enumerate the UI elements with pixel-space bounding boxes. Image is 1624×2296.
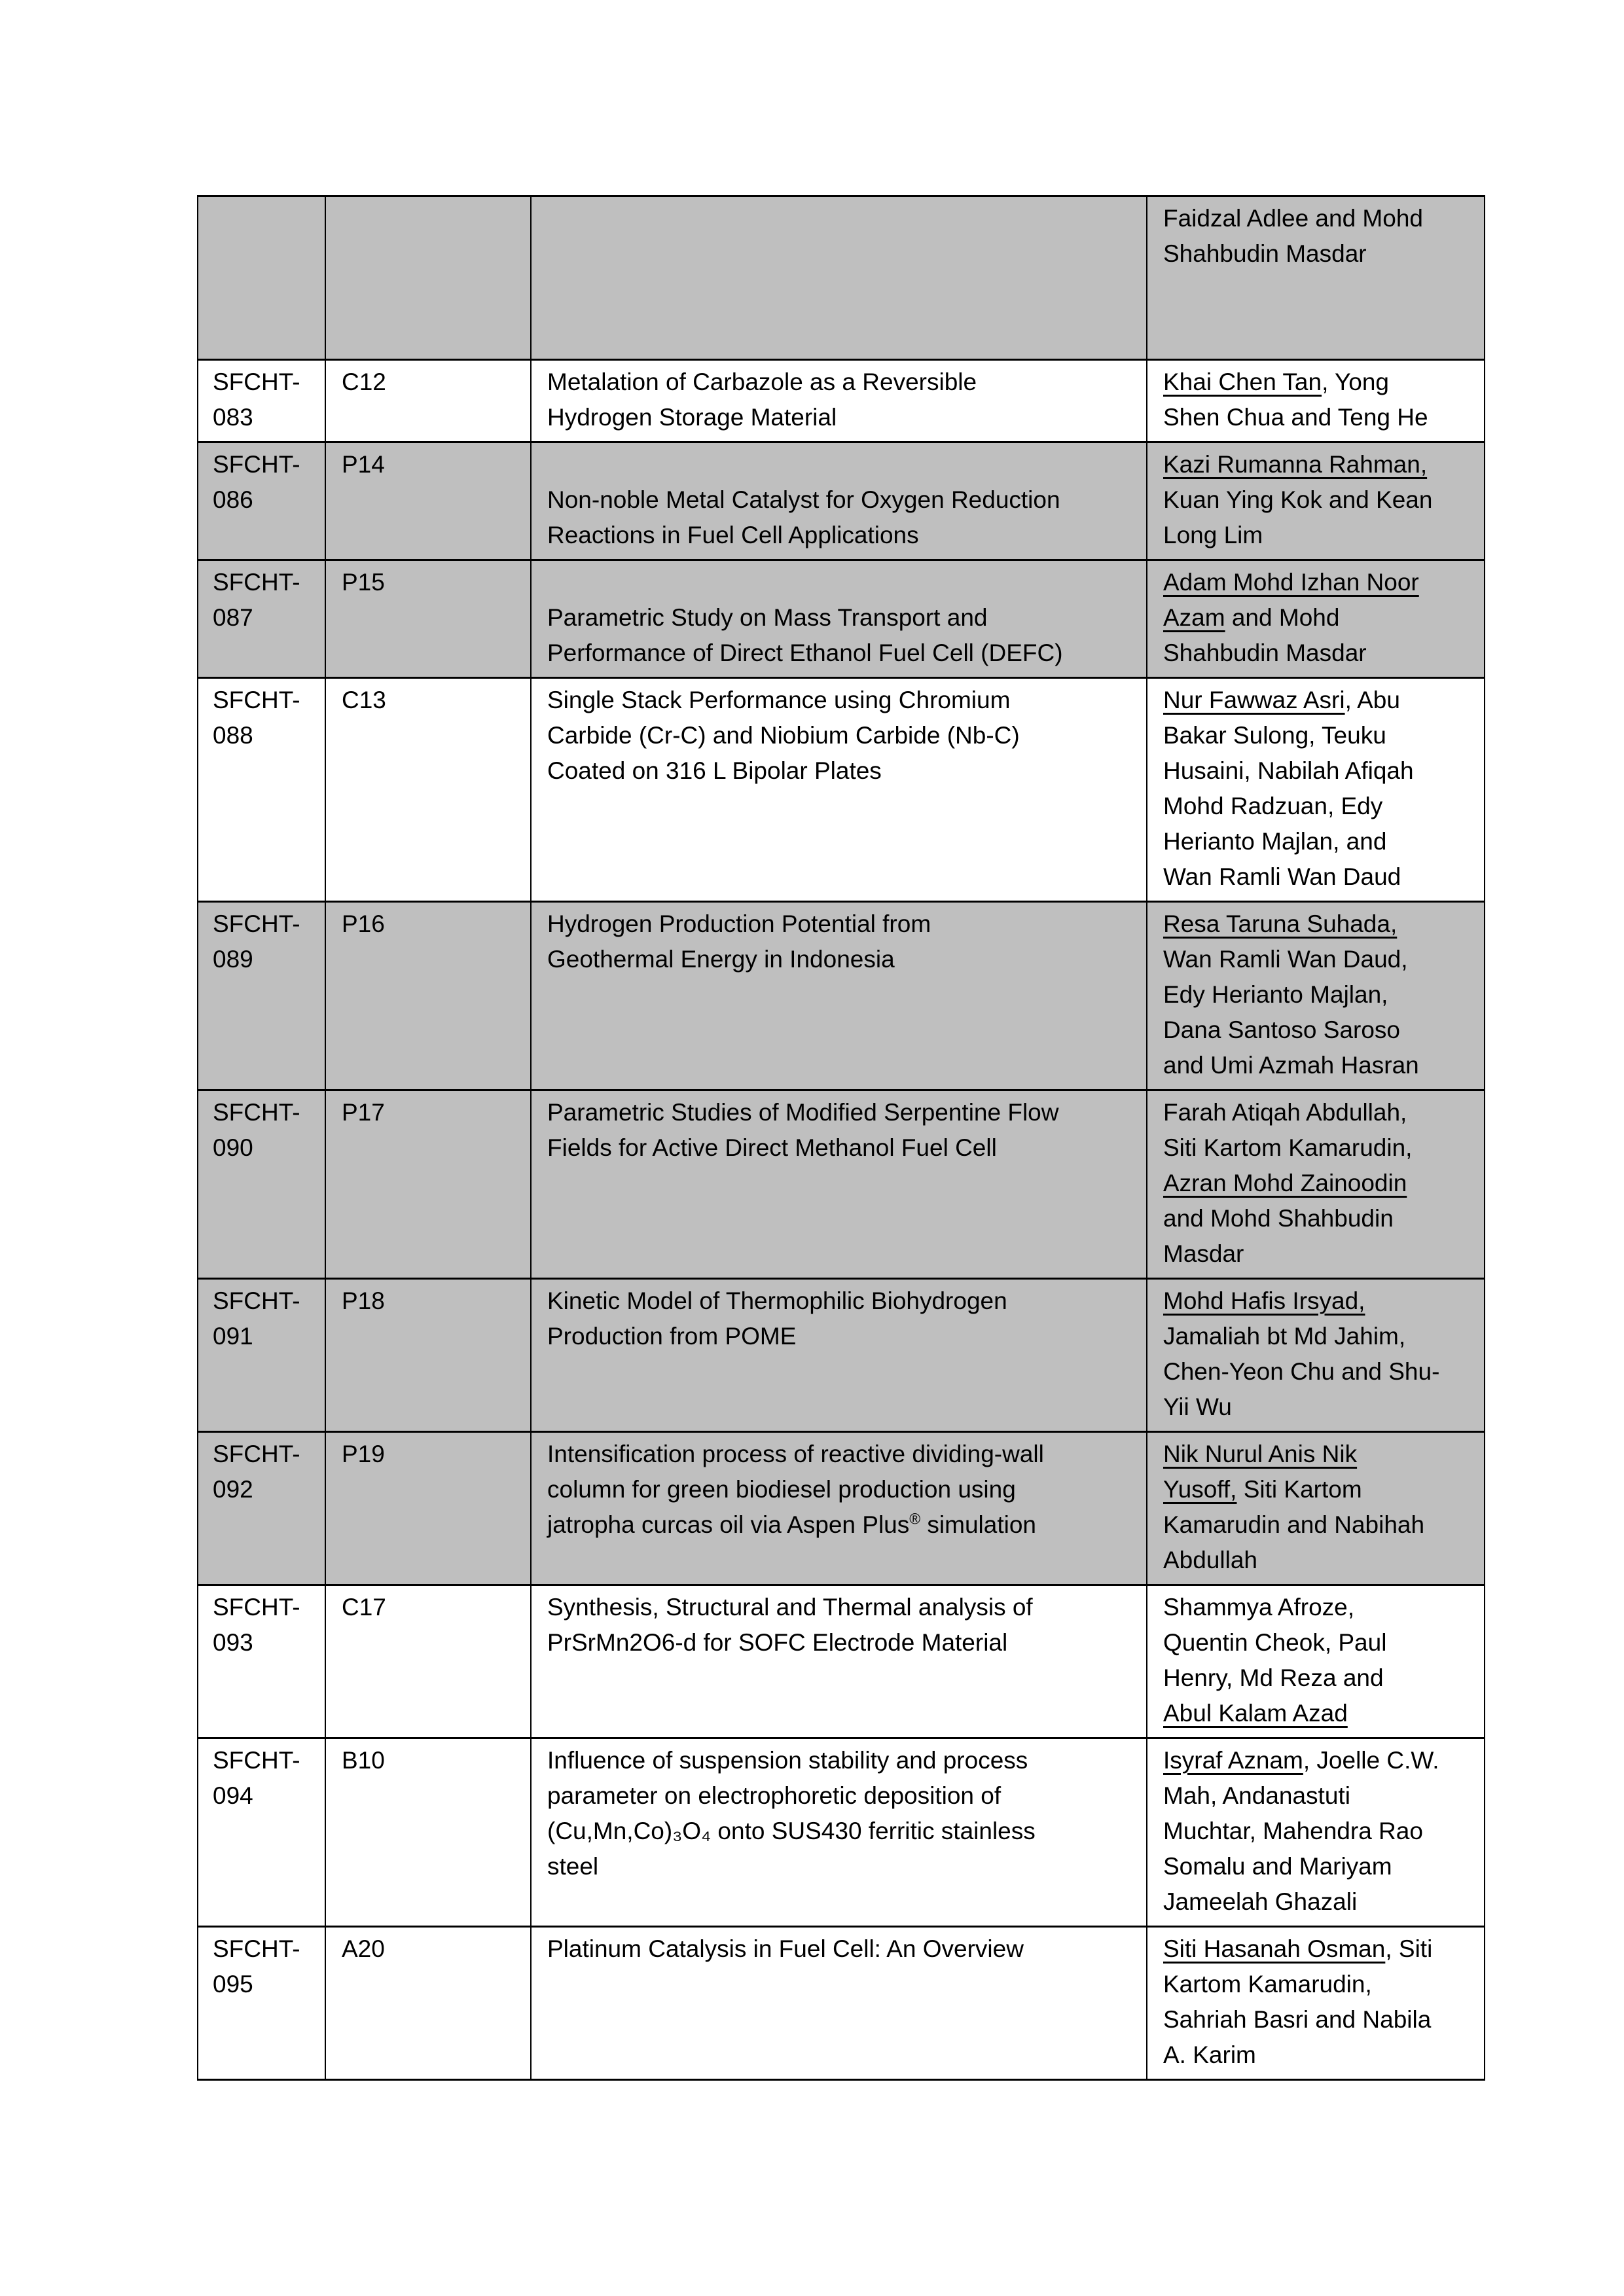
- authors-line: [1163, 482, 1477, 518]
- paper-title-line: column for green biodiesel production using: [547, 1476, 1016, 1503]
- authors-cell: [1147, 1585, 1485, 1738]
- paper-id-line: SFCHT-: [213, 1747, 300, 1774]
- author-text: Dana Santoso Saroso: [1163, 1016, 1401, 1043]
- session-code-cell: [325, 1279, 531, 1432]
- authors-cell: [1147, 1432, 1485, 1585]
- authors-line: [1163, 859, 1477, 895]
- paper-id-line: 091: [213, 1323, 253, 1350]
- table-row: [198, 360, 1485, 442]
- author-text: Farah Atiqah Abdullah,: [1163, 1099, 1407, 1126]
- paper-id-line: SFCHT-: [213, 1441, 300, 1467]
- presenter-name: Nik Nurul Anis Nik: [1163, 1441, 1358, 1467]
- authors-line: [1163, 365, 1477, 400]
- author-text: , Siti: [1385, 1935, 1433, 1962]
- authors-line: [1163, 1354, 1477, 1390]
- paper-title-line: Hydrogen Storage Material: [547, 404, 837, 431]
- session-code-cell: [325, 678, 531, 902]
- author-text: Henry, Md Reza and: [1163, 1664, 1384, 1691]
- paper-title-line: [547, 565, 1140, 600]
- author-text: Kuan Ying Kok and Kean: [1163, 486, 1433, 513]
- authors-line: [1163, 1130, 1477, 1166]
- paper-title-line: Kinetic Model of Thermophilic Biohydrogen: [547, 1287, 1007, 1314]
- author-text: Muchtar, Mahendra Rao: [1163, 1818, 1423, 1844]
- paper-title-line: Geothermal Energy in Indonesia: [547, 946, 895, 973]
- authors-line: [1163, 400, 1477, 435]
- session-code: C17: [342, 1594, 386, 1621]
- authors-cell: [1147, 360, 1485, 442]
- paper-title-cell: [531, 1585, 1147, 1738]
- paper-id-line: 086: [213, 486, 253, 513]
- author-text: Chen-Yeon Chu and Shu-: [1163, 1358, 1440, 1385]
- session-code: C12: [342, 368, 386, 395]
- author-text: Bakar Sulong, Teuku: [1163, 722, 1386, 749]
- session-code: B10: [342, 1747, 385, 1774]
- authors-line: [1163, 1967, 1477, 2002]
- table-row: [198, 1927, 1485, 2080]
- presenter-name: Azran Mohd Zainoodin: [1163, 1170, 1407, 1196]
- paper-id-line: 095: [213, 1971, 253, 1998]
- author-text: Somalu and Mariyam: [1163, 1853, 1392, 1880]
- authors-line: [1163, 1236, 1477, 1272]
- authors-cell: [1147, 678, 1485, 902]
- paper-title-cell: [531, 442, 1147, 560]
- author-text: Kamarudin and Nabihah: [1163, 1511, 1425, 1538]
- paper-id-cell: [198, 1927, 325, 2080]
- paper-title-line: steel: [547, 1853, 599, 1880]
- paper-id-cell: [198, 678, 325, 902]
- authors-line: [1163, 683, 1477, 718]
- authors-cell: [1147, 196, 1485, 360]
- presenter-name: Adam Mohd Izhan Noor: [1163, 569, 1419, 596]
- paper-id-cell: [198, 1279, 325, 1432]
- authors-cell: [1147, 1738, 1485, 1927]
- authors-cell: [1147, 1927, 1485, 2080]
- presenter-name: Kazi Rumanna Rahman,: [1163, 451, 1428, 478]
- presenter-name: Resa Taruna Suhada,: [1163, 910, 1398, 937]
- authors-line: [1163, 789, 1477, 824]
- author-text: Long Lim: [1163, 522, 1263, 548]
- paper-title-line: Parametric Studies of Modified Serpentine Flow: [547, 1099, 1059, 1126]
- table-row: [198, 1432, 1485, 1585]
- author-text: Mah, Andanastuti: [1163, 1782, 1350, 1809]
- paper-id-line: SFCHT-: [213, 569, 300, 596]
- paper-title-cell: [531, 1432, 1147, 1585]
- author-text: Masdar: [1163, 1240, 1244, 1267]
- authors-line: [1163, 1625, 1477, 1660]
- authors-line: [1163, 1849, 1477, 1884]
- authors-line: [1163, 1166, 1477, 1201]
- paper-title-cell: [531, 902, 1147, 1090]
- authors-line: [1163, 1660, 1477, 1696]
- paper-title-cell: [531, 678, 1147, 902]
- paper-title-line: Single Stack Performance using Chromium: [547, 687, 1011, 713]
- author-text: Herianto Majlan, and: [1163, 828, 1387, 855]
- session-code: P15: [342, 569, 385, 596]
- presenter-name: Yusoff,: [1163, 1476, 1237, 1503]
- author-text: , Yong: [1322, 368, 1389, 395]
- authors-line: [1163, 518, 1477, 553]
- authors-cell: [1147, 560, 1485, 678]
- paper-title-line: Synthesis, Structural and Thermal analysis of: [547, 1594, 1033, 1621]
- paper-title-cell: [531, 1927, 1147, 2080]
- authors-line: [1163, 753, 1477, 789]
- paper-id-line: SFCHT-: [213, 1935, 300, 1962]
- authors-line: [1163, 1437, 1477, 1472]
- authors-line: [1163, 1095, 1477, 1130]
- author-text: Husaini, Nabilah Afiqah: [1163, 757, 1414, 784]
- author-text: Siti Kartom: [1236, 1476, 1362, 1503]
- table-row: [198, 196, 1485, 360]
- paper-title-line: Metalation of Carbazole as a Reversible: [547, 368, 977, 395]
- table-row: [198, 1090, 1485, 1279]
- session-code: P18: [342, 1287, 385, 1314]
- author-text: Shammya Afroze,: [1163, 1594, 1355, 1621]
- session-code-cell: [325, 902, 531, 1090]
- paper-title-line: Intensification process of reactive dividing-wall: [547, 1441, 1044, 1467]
- authors-line: [1163, 1283, 1477, 1319]
- session-code: A20: [342, 1935, 385, 1962]
- presenter-name: Azam: [1163, 604, 1225, 631]
- author-text: Kartom Kamarudin,: [1163, 1971, 1372, 1998]
- authors-cell: [1147, 1090, 1485, 1279]
- session-code-cell: [325, 360, 531, 442]
- paper-id-cell: [198, 1090, 325, 1279]
- author-text: and Umi Azmah Hasran: [1163, 1052, 1419, 1079]
- authors-line: [1163, 977, 1477, 1013]
- author-text: Shahbudin Masdar: [1163, 240, 1367, 267]
- paper-title-cell: [531, 1738, 1147, 1927]
- author-text: and Mohd: [1225, 604, 1340, 631]
- session-code-cell: [325, 1432, 531, 1585]
- paper-title-line: Parametric Study on Mass Transport and: [547, 604, 988, 631]
- authors-line: [1163, 1543, 1477, 1578]
- author-text: , Joelle C.W.: [1303, 1747, 1439, 1774]
- paper-id-cell: [198, 1432, 325, 1585]
- paper-id-line: 093: [213, 1629, 253, 1656]
- author-text: Shahbudin Masdar: [1163, 639, 1367, 666]
- paper-id-cell: [198, 1738, 325, 1927]
- paper-title-line: Performance of Direct Ethanol Fuel Cell (DEFC): [547, 639, 1063, 666]
- paper-id-line: 088: [213, 722, 253, 749]
- paper-title-line: Carbide (Cr-C) and Niobium Carbide (Nb-C): [547, 722, 1020, 749]
- table-row: [198, 560, 1485, 678]
- authors-line: [1163, 1696, 1477, 1731]
- authors-line: [1163, 1048, 1477, 1083]
- paper-id-line: SFCHT-: [213, 1099, 300, 1126]
- paper-title-cell: [531, 1279, 1147, 1432]
- session-code-cell: [325, 442, 531, 560]
- paper-title-line: Non-noble Metal Catalyst for Oxygen Reduction: [547, 486, 1060, 513]
- session-code-cell: [325, 1090, 531, 1279]
- table-row: [198, 442, 1485, 560]
- paper-id-cell: [198, 1585, 325, 1738]
- presenter-name: Abul Kalam Azad: [1163, 1700, 1348, 1727]
- table-row: [198, 1279, 1485, 1432]
- session-code: C13: [342, 687, 386, 713]
- author-text: Quentin Cheok, Paul: [1163, 1629, 1387, 1656]
- paper-title-line: Hydrogen Production Potential from: [547, 910, 931, 937]
- authors-line: [1163, 1778, 1477, 1814]
- author-text: Sahriah Basri and Nabila: [1163, 2006, 1432, 2033]
- paper-id-cell: [198, 902, 325, 1090]
- author-text: Edy Herianto Majlan,: [1163, 981, 1388, 1008]
- authors-line: [1163, 1590, 1477, 1625]
- authors-line: [1163, 1013, 1477, 1048]
- presenter-name: Siti Hasanah Osman: [1163, 1935, 1386, 1962]
- authors-line: [1163, 236, 1477, 272]
- paper-title-line: jatropha curcas oil via Aspen Plus® simulation: [547, 1510, 1037, 1538]
- paper-id-line: 094: [213, 1782, 253, 1809]
- session-code-cell: [325, 1927, 531, 2080]
- authors-cell: [1147, 1279, 1485, 1432]
- author-text: Mohd Radzuan, Edy: [1163, 793, 1383, 819]
- paper-title-cell: [531, 196, 1147, 360]
- table-row: [198, 678, 1485, 902]
- paper-title-line: Reactions in Fuel Cell Applications: [547, 522, 919, 548]
- paper-title-cell: [531, 1090, 1147, 1279]
- paper-id-line: SFCHT-: [213, 368, 300, 395]
- author-text: Siti Kartom Kamarudin,: [1163, 1134, 1413, 1161]
- authors-line: [1163, 201, 1477, 236]
- paper-title-line: Platinum Catalysis in Fuel Cell: An Overview: [547, 1935, 1024, 1962]
- author-text: Wan Ramli Wan Daud,: [1163, 946, 1408, 973]
- presenter-name: Nur Fawwaz Asri: [1163, 687, 1345, 713]
- paper-id-line: 083: [213, 404, 253, 431]
- author-text: Faidzal Adlee and Mohd: [1163, 205, 1423, 232]
- authors-line: [1163, 1319, 1477, 1354]
- paper-id-line: SFCHT-: [213, 1287, 300, 1314]
- paper-id-line: 087: [213, 604, 253, 631]
- paper-id-cell: [198, 196, 325, 360]
- table-row: [198, 1585, 1485, 1738]
- paper-id-line: SFCHT-: [213, 910, 300, 937]
- author-text: Wan Ramli Wan Daud: [1163, 863, 1401, 890]
- author-text: Shen Chua and Teng He: [1163, 404, 1428, 431]
- authors-line: [1163, 1201, 1477, 1236]
- paper-id-cell: [198, 442, 325, 560]
- paper-id-line: 090: [213, 1134, 253, 1161]
- paper-id-line: SFCHT-: [213, 451, 300, 478]
- paper-title-cell: [531, 560, 1147, 678]
- paper-id-line: SFCHT-: [213, 687, 300, 713]
- authors-line: [1163, 2002, 1477, 2037]
- presenter-name: Mohd Hafis Irsyad,: [1163, 1287, 1365, 1314]
- paper-title-line: [547, 447, 1140, 482]
- paper-title-line: Influence of suspension stability and process: [547, 1747, 1028, 1774]
- paper-title-cell: [531, 360, 1147, 442]
- paper-id-cell: [198, 360, 325, 442]
- authors-line: [1163, 906, 1477, 942]
- session-code: P16: [342, 910, 385, 937]
- paper-id-line: 092: [213, 1476, 253, 1503]
- authors-line: [1163, 942, 1477, 977]
- registered-trademark-symbol: ®: [909, 1510, 921, 1528]
- authors-line: [1163, 1472, 1477, 1507]
- session-code-cell: [325, 196, 531, 360]
- author-text: and Mohd Shahbudin: [1163, 1205, 1394, 1232]
- author-text: Yii Wu: [1163, 1393, 1232, 1420]
- authors-line: [1163, 636, 1477, 671]
- author-text: Jamaliah bt Md Jahim,: [1163, 1323, 1406, 1350]
- paper-id-line: SFCHT-: [213, 1594, 300, 1621]
- authors-line: [1163, 1390, 1477, 1425]
- presenter-name: Isyraf Aznam: [1163, 1747, 1303, 1774]
- author-text: A. Karim: [1163, 2041, 1256, 2068]
- table-row: [198, 1738, 1485, 1927]
- session-code: P19: [342, 1441, 385, 1467]
- paper-title-line: Fields for Active Direct Methanol Fuel Cell: [547, 1134, 997, 1161]
- paper-title-line: PrSrMn2O6-d for SOFC Electrode Material: [547, 1629, 1008, 1656]
- session-code-cell: [325, 1738, 531, 1927]
- paper-title-line: Production from POME: [547, 1323, 797, 1350]
- authors-cell: [1147, 902, 1485, 1090]
- paper-title-line: parameter on electrophoretic deposition of: [547, 1782, 1001, 1809]
- session-code: P14: [342, 451, 385, 478]
- paper-id-line: 089: [213, 946, 253, 973]
- author-text: , Abu: [1344, 687, 1400, 713]
- session-code-cell: [325, 560, 531, 678]
- session-code-cell: [325, 1585, 531, 1738]
- author-text: Jameelah Ghazali: [1163, 1888, 1358, 1915]
- author-text: Abdullah: [1163, 1547, 1258, 1573]
- presenter-name: Khai Chen Tan: [1163, 368, 1322, 395]
- table-row: [198, 902, 1485, 1090]
- session-code: P17: [342, 1099, 385, 1126]
- authors-line: [1163, 565, 1477, 600]
- authors-line: [1163, 1743, 1477, 1778]
- authors-line: [1163, 2037, 1477, 2073]
- authors-line: [1163, 600, 1477, 636]
- paper-id-cell: [198, 560, 325, 678]
- authors-line: [1163, 1507, 1477, 1543]
- authors-line: [1163, 1931, 1477, 1967]
- authors-line: [1163, 447, 1477, 482]
- paper-title-line: (Cu,Mn,Co)₃O₄ onto SUS430 ferritic stainless: [547, 1818, 1036, 1844]
- authors-line: [1163, 1814, 1477, 1849]
- authors-line: [1163, 1884, 1477, 1920]
- paper-title-line: Coated on 316 L Bipolar Plates: [547, 757, 882, 784]
- papers-table: [197, 195, 1485, 2081]
- authors-cell: [1147, 442, 1485, 560]
- authors-line: [1163, 718, 1477, 753]
- authors-line: [1163, 824, 1477, 859]
